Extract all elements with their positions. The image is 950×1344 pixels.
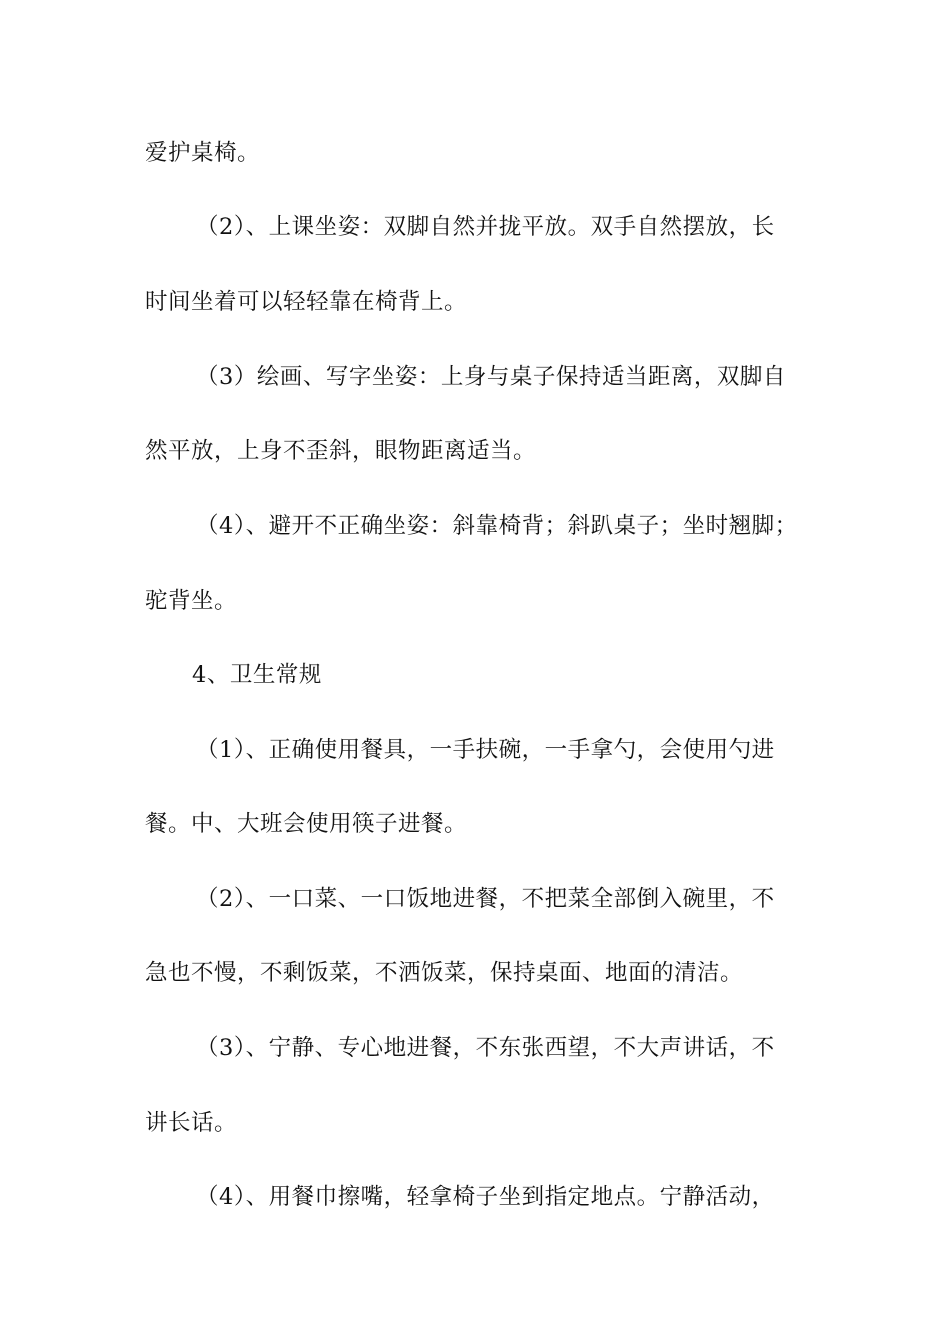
- text-line-5: 然平放，上身不歪斜，眼物距离适当。: [145, 438, 537, 464]
- text-line-1: 爱护桌椅。: [145, 140, 261, 166]
- text-line-13: （3）、宁静、专心地进餐，不东张西望，不大声讲话，不: [196, 1035, 775, 1061]
- section-heading: 4、卫生常规: [192, 662, 322, 688]
- text-line-6: （4）、避开不正确坐姿：斜靠椅背；斜趴桌子；坐时翘脚；: [196, 513, 798, 539]
- text-line-11: （2）、一口菜、一口饭地进餐，不把菜全部倒入碗里，不: [196, 886, 775, 912]
- text-line-4: （3）绘画、写字坐姿：上身与桌子保持适当距离，双脚自: [196, 364, 786, 390]
- text-line-14: 讲长话。: [145, 1110, 238, 1136]
- text-line-12: 急也不慢，不剩饭菜，不洒饭菜，保持桌面、地面的清洁。: [145, 960, 744, 986]
- text-line-9: （1）、正确使用餐具，一手扶碗，一手拿勺，会使用勺进: [196, 737, 775, 763]
- text-line-10: 餐。中、大班会使用筷子进餐。: [145, 811, 468, 837]
- text-line-2: （2）、上课坐姿：双脚自然并拢平放。双手自然摆放，长: [196, 214, 775, 240]
- text-line-3: 时间坐着可以轻轻靠在椅背上。: [145, 289, 468, 315]
- text-line-7: 驼背坐。: [145, 588, 238, 614]
- text-line-15: （4）、用餐巾擦嘴，轻拿椅子坐到指定地点。宁静活动，: [196, 1184, 775, 1210]
